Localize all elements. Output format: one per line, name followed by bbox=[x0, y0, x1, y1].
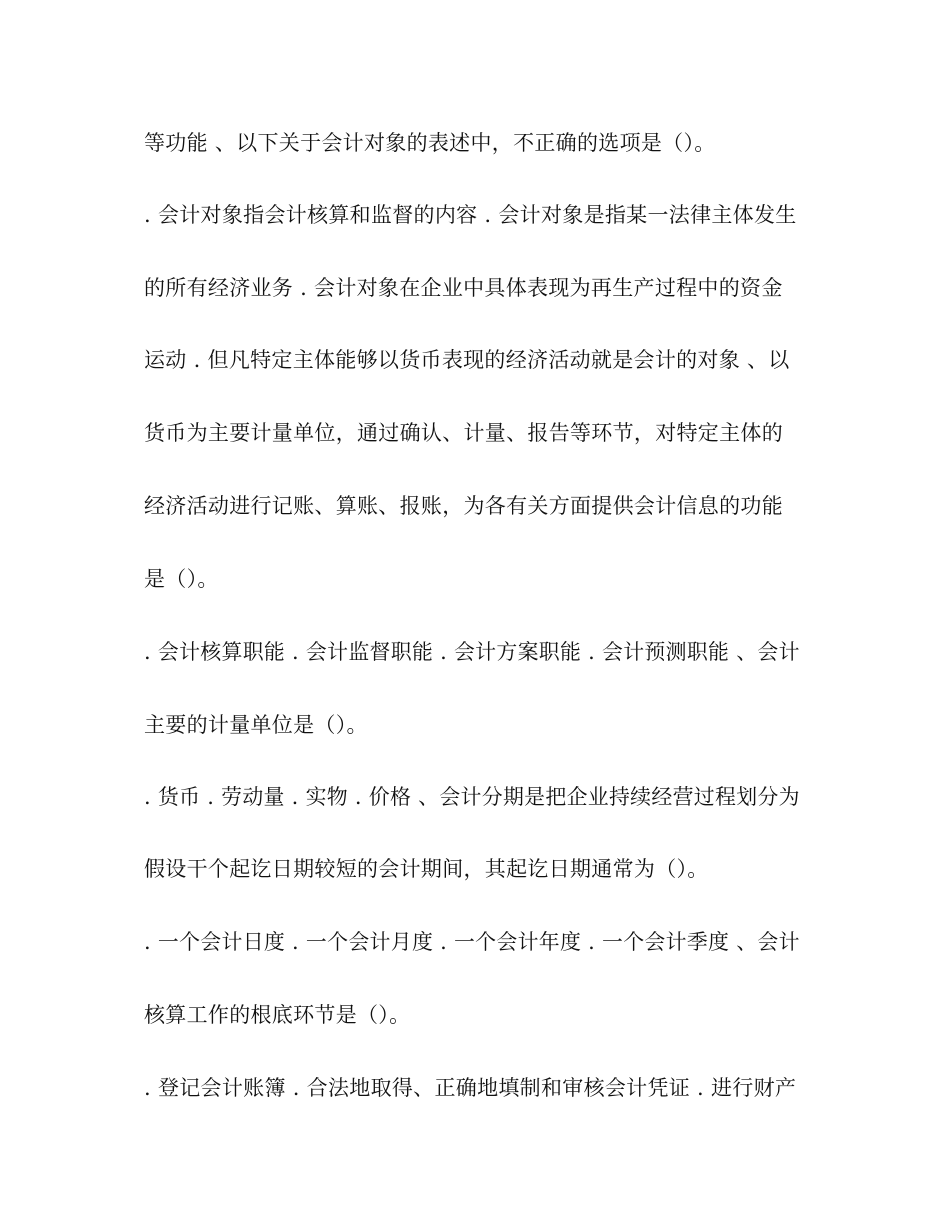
text-line-12: . 一个会计日度 . 一个会计月度 . 一个会计年度 . 一个会计季度 、会计 bbox=[144, 930, 800, 954]
text-line-2: . 会计对象指会计核算和监督的内容 . 会计对象是指某一法律主体发生 bbox=[144, 203, 797, 227]
text-line-14: . 登记会计账簿 . 合法地取得、正确地填制和审核会计凭证 . 进行财产 bbox=[144, 1076, 797, 1100]
text-line-9: 主要的计量单位是（）。 bbox=[144, 713, 368, 737]
text-line-13: 核算工作的根底环节是（）。 bbox=[144, 1003, 411, 1027]
text-line-5: 货币为主要计量单位，通过确认、计量、报告等环节，对特定主体的 bbox=[144, 421, 783, 445]
text-line-6: 经济活动进行记账、算账、报账，为各有关方面提供会计信息的功能 bbox=[144, 494, 783, 518]
text-line-10: . 货币 . 劳动量 . 实物 . 价格 、会计分期是把企业持续经营过程划分为 bbox=[144, 785, 800, 809]
text-line-1: 等功能 、以下关于会计对象的表述中，不正确的选项是（）。 bbox=[144, 131, 716, 155]
text-line-7: 是（）。 bbox=[144, 567, 219, 591]
text-line-11: 假设干个起讫日期较短的会计期间，其起讫日期通常为（）。 bbox=[144, 857, 709, 881]
text-line-8: . 会计核算职能 . 会计监督职能 . 会计方案职能 . 会计预测职能 、会计 bbox=[144, 640, 800, 664]
text-line-3: 的所有经济业务 . 会计对象在企业中具体表现为再生产过程中的资金 bbox=[144, 276, 783, 300]
text-line-4: 运动 . 但凡特定主体能够以货币表现的经济活动就是会计的对象 、以 bbox=[144, 348, 790, 372]
